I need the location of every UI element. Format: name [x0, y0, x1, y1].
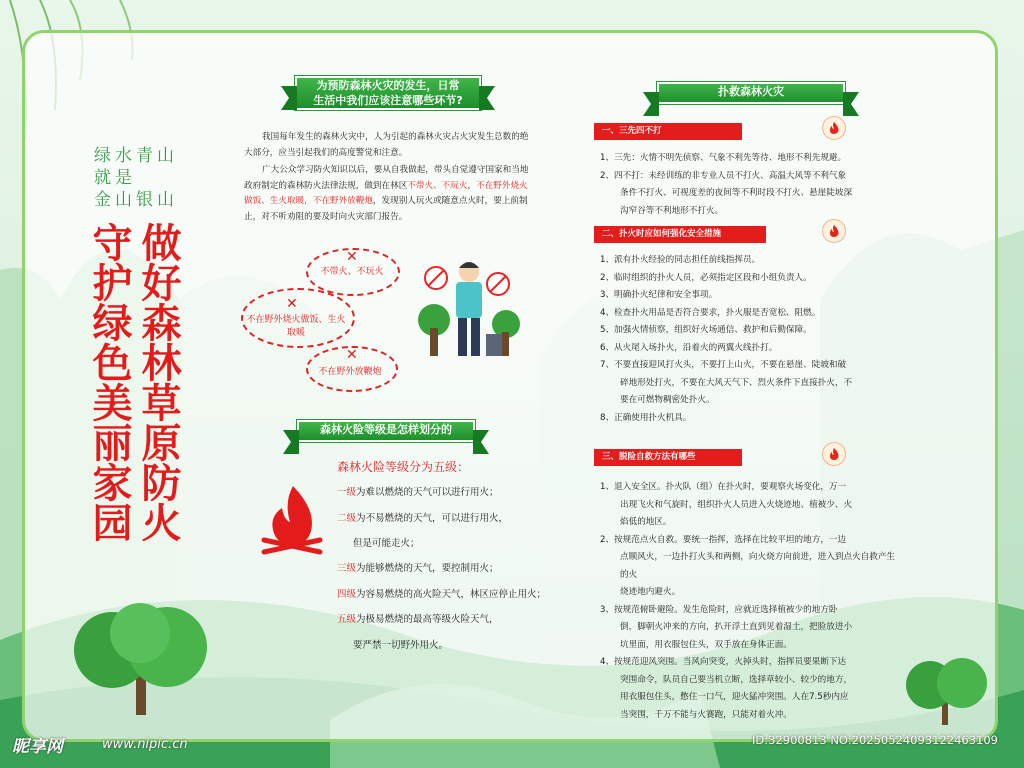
- list-item: 4、检查扑火用品是否符合要求，扑火服是否宽松、阻燃。: [600, 307, 821, 318]
- prohibition-text-2: 不在野外烧火做饭、生火取暖: [246, 315, 346, 338]
- list-item: 突围命令，队员自己要当机立断，选择草较小、较少的地方，: [620, 674, 853, 685]
- list-safety: [600, 252, 900, 427]
- list-three-four: [600, 150, 900, 220]
- list-item: 3、按规范俯卧避险。发生危险时，应就近选择植被少的地方卧: [600, 604, 838, 615]
- slogan-line-3: 金山银山: [94, 190, 178, 210]
- list-item: 倒，脚朝火冲来的方向，扒开浮土直到见着湿土，把脸放进小: [620, 622, 853, 632]
- flame-icon: [822, 219, 846, 243]
- list-item: 碎地形处打火，不要在大风天气下、烈火条件下直接扑火，不: [620, 377, 853, 388]
- p2-text-a: 广大公众学习防火知识以后，要从自我做起，带头自觉遵守国家和当地政府制定的森林防火法律法规，做到在林区: [244, 165, 529, 191]
- list-item: 坑里面，用衣服包住头，双手放在身体正面。: [620, 639, 792, 650]
- level-item: [337, 510, 508, 524]
- list-item: 1、派有扑火经验的同志担任前线指挥员。: [600, 255, 761, 265]
- level-label: 二级: [337, 513, 357, 524]
- list-item: 沟窄谷等不利地形不打火。: [620, 205, 724, 216]
- list-escape: [600, 479, 900, 724]
- level-label: 三级: [337, 563, 357, 574]
- slogan-big-right: 做好森林草原防火: [135, 222, 182, 542]
- x-mark-icon: ✕: [346, 347, 358, 363]
- section2-title-ribbon: [297, 420, 475, 442]
- level-label: 一级: [337, 487, 357, 498]
- section3-title-ribbon: [657, 82, 845, 104]
- level-text: 但是可能走火；: [353, 538, 420, 549]
- list-item: 3、明确扑火纪律和安全事项。: [600, 290, 718, 300]
- level-item: [353, 535, 420, 549]
- list-item: 当突围，千万不能与火赛跑，只能对着火冲。: [620, 709, 792, 720]
- list-item: 1、三先：火情不明先侦察、气象不利先等待、地形不利先规避。: [600, 153, 847, 163]
- section1-title-line2: 生活中我们应该注意哪些环节?: [313, 94, 463, 107]
- level-text: 为难以燃烧的天气可以进行用火；: [356, 487, 499, 498]
- list-item: 6、从火尾入场扑火，沿着火的两翼火线扑打。: [600, 342, 778, 353]
- level-item: [337, 560, 499, 574]
- subsection-bar-2: 二、扑火时应如何强化安全措施: [594, 226, 766, 243]
- x-mark-icon: ✕: [286, 296, 298, 312]
- section1-title-ribbon: [295, 76, 481, 110]
- section1-paragraph2: [244, 163, 532, 225]
- watermark-id: ID:32900813 NO:20250524093122463109: [752, 733, 998, 747]
- watermark-brand: 昵享网: [12, 737, 63, 757]
- watermark-url: www.nipic.cn: [102, 737, 188, 752]
- level-text: 为极易燃烧的最高等级火险天气，: [356, 614, 499, 625]
- slogan-line-1: 绿水青山: [94, 146, 178, 166]
- list-item: 2、四不打：未经训练的非专业人员不打火、高温大风等不利气象: [600, 170, 847, 181]
- level-text: 为容易燃烧的高火险天气，林区应停止用火；: [356, 589, 547, 600]
- prohibition-text-1: 不带火、不玩火: [320, 267, 384, 277]
- list-item: 烧迹地内避火。: [620, 587, 681, 597]
- slogan-line-2: 就是: [94, 168, 136, 188]
- slogan-big-left: 守护绿色美丽家园: [86, 222, 133, 542]
- level-text: 为不易燃烧的天气，可以进行用火，: [356, 513, 509, 524]
- p2-highlight-1: 不带火、不玩火: [407, 180, 468, 191]
- section3-title: 扑救森林火灾: [718, 85, 784, 98]
- list-item: 5、加强火情侦察，组织好火场通信、救护和后勤保障。: [600, 325, 812, 335]
- level-label: 五级: [337, 614, 357, 625]
- list-item: 2、按规范点火自救。要统一指挥，选择在比较平坦的地方，一边: [600, 534, 847, 545]
- subsection-bar-3: 三、脱险自救方法有哪些: [594, 449, 742, 466]
- level-item: [337, 611, 499, 625]
- person-illustration: [414, 258, 524, 368]
- list-item: 点顺风火，一边扑打火头和两侧，向火烧方向前进，进入到点火自救产生的火: [620, 552, 896, 580]
- p2-highlight-2: 不在野外烧火做饭、生火取暖，不在野外放鞭炮: [244, 180, 528, 206]
- tree-illustration-right: [900, 650, 990, 730]
- section1-paragraph1: 我国每年发生的森林火灾中，人为引起的森林火灾占火灾发生总数的绝大部分，应当引起我们的高度警觉和注意。: [244, 132, 529, 158]
- flame-icon: [822, 116, 846, 140]
- list-item: 出现飞火和气旋时，组织扑火人员进入火烧迹地、植被少、火: [620, 499, 853, 510]
- level-item: [353, 637, 448, 651]
- list-item: 要在可燃物稠密处扑火。: [620, 395, 715, 405]
- section1-title-line1: 为预防森林火灾的发生，日常: [316, 79, 460, 92]
- level-text: 要严禁一切野外用火。: [353, 640, 449, 651]
- level-text: 为能够燃烧的天气，要控制用火；: [356, 563, 499, 574]
- section2-heading: 森林火险等级分为五级：: [337, 460, 470, 474]
- level-label: 四级: [337, 589, 357, 600]
- list-item: 用衣服包住头，憋住一口气，迎火猛冲突围。人在7.5秒内应: [620, 692, 849, 702]
- level-item: [337, 586, 546, 600]
- p2-text-e: ，发现别人玩火或随意点火时，要上前制止，对不听劝阻的要及时向火灾部门报告。: [244, 196, 528, 222]
- tree-illustration: [62, 595, 222, 725]
- level-item: [337, 484, 499, 498]
- prohibition-text-3: 不在野外放鞭炮: [318, 367, 382, 377]
- list-item: 焰低的地区。: [620, 517, 672, 527]
- x-mark-icon: ✕: [346, 249, 358, 265]
- list-item: 4、按规范迎风突围。当风向突变，火掉头时，指挥员要果断下达: [600, 657, 847, 667]
- fire-icon: [258, 482, 328, 562]
- list-item: 条件不打火、可视度差的夜间等不利时段不打火、悬崖陡坡深: [620, 188, 853, 198]
- subsection-bar-1: 一、三先四不打: [594, 123, 742, 140]
- slogan-small: [94, 145, 178, 211]
- list-item: 1、退入安全区。扑火队（组）在扑火时，要观察火场变化，万一: [600, 482, 847, 492]
- flame-icon: [822, 442, 846, 466]
- section2-title: 森林火险等级是怎样划分的: [320, 423, 452, 436]
- list-item: 2、临时组织的扑火人员，必须指定区段和小组负责人。: [600, 272, 812, 283]
- p2-text-c: ，: [467, 180, 477, 191]
- list-item: 7、不要直接迎风打火头，不要打上山火，不要在悬崖、陡坡和破: [600, 360, 847, 370]
- list-item: 8、正确使用扑火机具。: [600, 412, 692, 423]
